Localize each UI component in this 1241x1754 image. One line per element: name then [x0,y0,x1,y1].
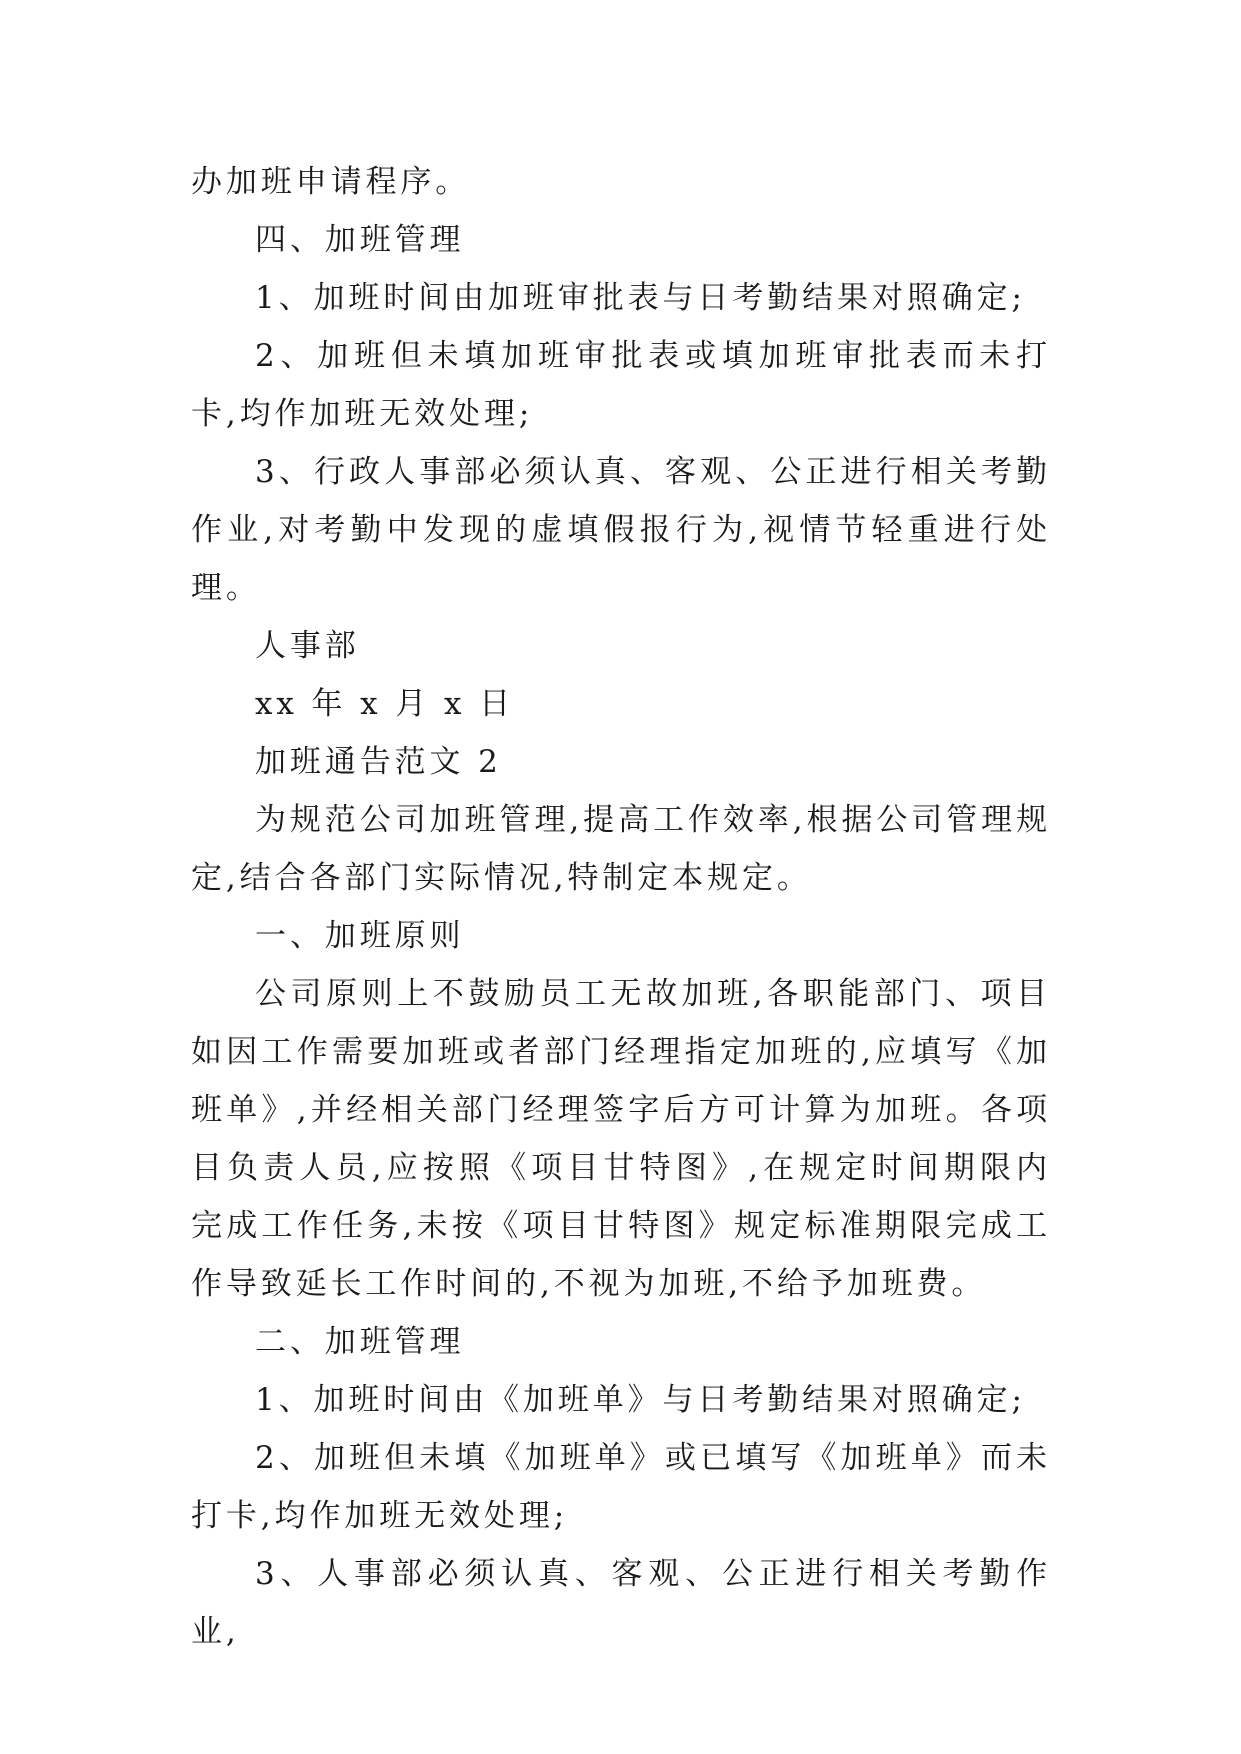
list-item-3: 3、行政人事部必须认真、客观、公正进行相关考勤作业,对考勤中发现的虚填假报行为,视情节轻重进行处理。 [191,454,1051,606]
list-item-2: 2、加班但未填加班审批表或填加班审批表而未打卡,均作加班无效处理; [191,338,1051,432]
management-item-3: 3、人事部必须认真、客观、公正进行相关考勤作业, [191,1556,1051,1650]
article-title: 加班通告范文 2 [255,744,502,780]
principles-paragraph: 公司原则上不鼓励员工无故加班,各职能部门、项目如因工作需要加班或者部门经理指定加班的,应填写《加班单》,并经相关部门经理签字后方可计算为加班。各项目负责人员,应按照《项目甘特图》,在规定时间期限内完成工作任务,未按《项目甘特图》规定标准期限完成工作导致延长工作时间的,不视为加班,不给予加班费。 [191,976,1051,1302]
section-heading-management: 二、加班管理 [255,1324,465,1360]
section-heading-principles: 一、加班原则 [255,918,465,954]
list-item-1: 1、加班时间由加班审批表与日考勤结果对照确定; [255,280,1026,316]
document-page [191,153,1051,1661]
section-heading-overtime-management: 四、加班管理 [255,222,465,258]
intro-paragraph: 为规范公司加班管理,提高工作效率,根据公司管理规定,结合各部门实际情况,特制定本规定。 [191,802,1051,896]
management-item-2: 2、加班但未填《加班单》或已填写《加班单》而未打卡,均作加班无效处理; [191,1440,1051,1534]
management-item-1: 1、加班时间由《加班单》与日考勤结果对照确定; [255,1382,1026,1418]
signature-department: 人事部 [255,628,360,664]
paragraph-continuation: 办加班申请程序。 [191,164,471,200]
signature-date: xx 年 x 月 x 日 [255,686,515,722]
